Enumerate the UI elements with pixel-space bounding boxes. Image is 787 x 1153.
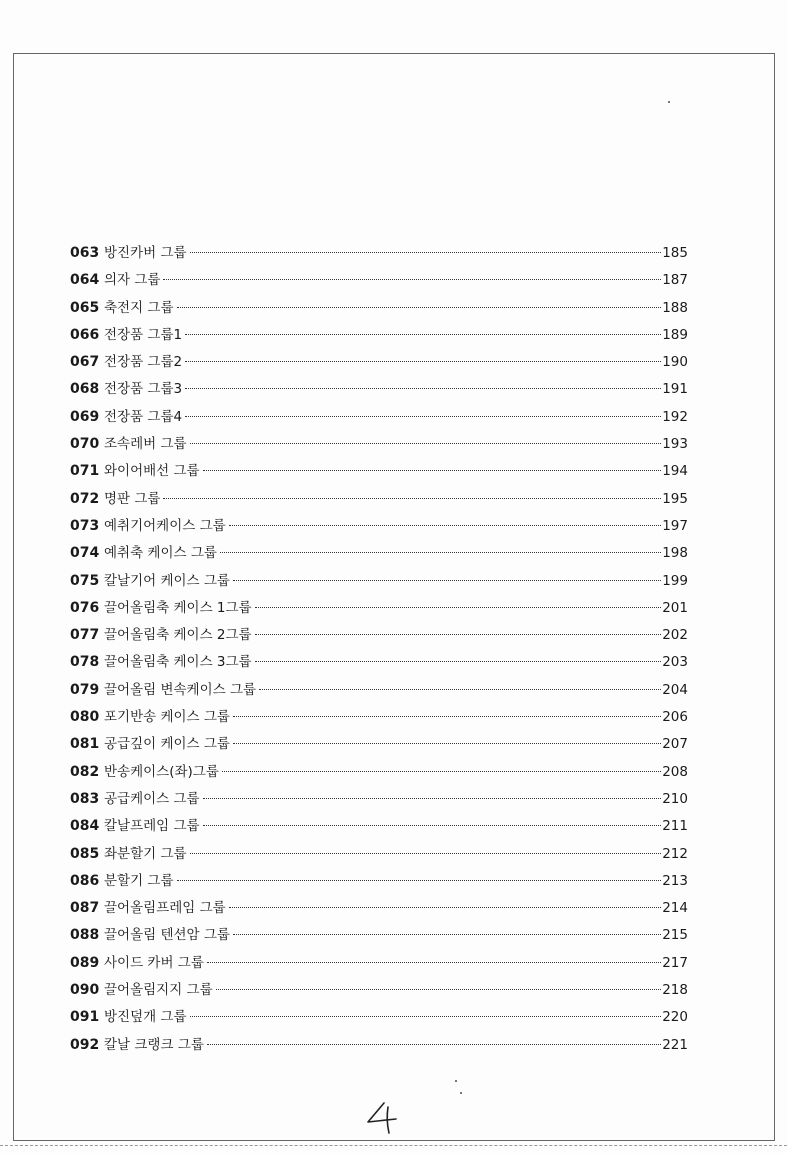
toc-entry-title: 축전지 그룹 <box>104 299 174 316</box>
toc-entry-title: 칼날프레임 그룹 <box>104 818 200 835</box>
toc-entry-page: 201 <box>662 599 688 616</box>
toc-entry <box>70 376 688 403</box>
toc-dot-leader <box>229 907 662 908</box>
toc-entry <box>70 622 688 649</box>
toc-entry <box>70 267 688 294</box>
toc-entry <box>70 731 688 758</box>
toc-entry-page: 197 <box>662 517 688 534</box>
toc-entry <box>70 486 688 513</box>
toc-dot-leader <box>203 798 662 799</box>
scan-speck <box>455 1080 457 1082</box>
toc-entry-page: 218 <box>662 982 688 999</box>
toc-dot-leader <box>163 279 661 280</box>
toc-dot-leader <box>185 416 661 417</box>
toc-entry-number: 079 <box>70 681 100 698</box>
toc-entry-page: 220 <box>662 1009 688 1026</box>
toc-entry-page: 189 <box>662 326 688 343</box>
toc-entry-number: 091 <box>70 1009 100 1026</box>
toc-dot-leader <box>177 880 662 881</box>
toc-entry-title: 전장품 그룹2 <box>104 354 183 371</box>
toc-entry-page: 199 <box>662 572 688 589</box>
toc-dot-leader <box>163 498 661 499</box>
toc-entry-title: 예취축 케이스 그룹 <box>104 545 217 562</box>
toc-entry-page: 195 <box>662 490 688 507</box>
toc-dot-leader <box>185 361 661 362</box>
toc-dot-leader <box>203 470 662 471</box>
toc-dot-leader <box>233 580 661 581</box>
toc-entry <box>70 841 688 868</box>
toc-entry <box>70 759 688 786</box>
toc-entry-number: 070 <box>70 436 100 453</box>
toc-dot-leader <box>207 1044 661 1045</box>
toc-entry-number: 069 <box>70 408 100 425</box>
scan-speck <box>668 101 670 103</box>
toc-entry-title: 끌어올림프레임 그룹 <box>104 900 226 917</box>
toc-entry <box>70 349 688 376</box>
toc-entry-page: 221 <box>662 1036 688 1053</box>
toc-entry-number: 081 <box>70 736 100 753</box>
toc-entry-number: 078 <box>70 654 100 671</box>
toc-entry-title: 공급깊이 케이스 그룹 <box>104 736 230 753</box>
toc-entry-page: 212 <box>662 845 688 862</box>
toc-entry-number: 084 <box>70 818 100 835</box>
toc-entry-page: 203 <box>662 654 688 671</box>
toc-entry-title: 조속레버 그룹 <box>104 436 187 453</box>
toc-entry-page: 198 <box>662 545 688 562</box>
toc-entry <box>70 513 688 540</box>
toc-entry-number: 076 <box>70 599 100 616</box>
toc-entry-title: 끌어올림 텐션암 그룹 <box>104 927 230 944</box>
toc-entry <box>70 431 688 458</box>
scan-speck <box>460 1092 462 1094</box>
toc-entry-title: 반송케이스(좌)그룹 <box>104 763 219 780</box>
toc-dot-leader <box>190 1016 662 1017</box>
toc-entry <box>70 786 688 813</box>
toc-dot-leader <box>229 525 662 526</box>
toc-entry-page: 190 <box>662 354 688 371</box>
toc-entry-title: 끌어올림축 케이스 3그룹 <box>104 654 252 671</box>
toc-dot-leader <box>233 716 661 717</box>
toc-entry <box>70 895 688 922</box>
toc-entry-page: 207 <box>662 736 688 753</box>
toc-entry-title: 방진덮개 그룹 <box>104 1009 187 1026</box>
scan-edge-line <box>0 1145 787 1146</box>
toc-entry-page: 187 <box>662 272 688 289</box>
toc-entry-number: 083 <box>70 790 100 807</box>
toc-entry <box>70 568 688 595</box>
toc-dot-leader <box>190 443 662 444</box>
toc-dot-leader <box>216 989 662 990</box>
toc-entry-number: 072 <box>70 490 100 507</box>
toc-dot-leader <box>190 853 662 854</box>
toc-entry-number: 063 <box>70 245 100 261</box>
toc-entry-number: 074 <box>70 545 100 562</box>
toc-entry-title: 전장품 그룹1 <box>104 326 183 343</box>
toc-entry-title: 포기반송 케이스 그룹 <box>104 709 230 726</box>
toc-entry-page: 214 <box>662 900 688 917</box>
toc-entry-number: 068 <box>70 381 100 398</box>
toc-entry <box>70 950 688 977</box>
toc-entry <box>70 704 688 731</box>
toc-entry-title: 끌어올림지지 그룹 <box>104 982 213 999</box>
toc-entry-title: 사이드 카버 그룹 <box>104 954 204 971</box>
toc-entry-number: 065 <box>70 299 100 316</box>
toc-dot-leader <box>203 825 662 826</box>
toc-dot-leader <box>233 743 661 744</box>
toc-entry-number: 090 <box>70 982 100 999</box>
toc-entry-page: 192 <box>662 408 688 425</box>
toc-dot-leader <box>255 607 662 608</box>
toc-dot-leader <box>222 771 661 772</box>
toc-entry-number: 064 <box>70 272 100 289</box>
toc-entry-number: 080 <box>70 709 100 726</box>
toc-entry-number: 088 <box>70 927 100 944</box>
toc-entry <box>70 1004 688 1031</box>
toc-entry-title: 예취기어케이스 그룹 <box>104 517 226 534</box>
toc-entry-page: 202 <box>662 627 688 644</box>
toc-entry-number: 067 <box>70 354 100 371</box>
toc-entry-page: 188 <box>662 299 688 316</box>
toc-entry <box>70 813 688 840</box>
toc-entry <box>70 677 688 704</box>
toc-dot-leader <box>177 307 662 308</box>
toc-dot-leader <box>190 252 662 253</box>
toc-entry-title: 의자 그룹 <box>104 272 161 289</box>
toc-entry-title: 칼날 크랭크 그룹 <box>104 1036 204 1053</box>
toc-entry-number: 071 <box>70 463 100 480</box>
toc-dot-leader <box>233 934 661 935</box>
toc-entry <box>70 295 688 322</box>
toc-entry-page: 194 <box>662 463 688 480</box>
toc-entry-number: 085 <box>70 845 100 862</box>
toc-entry <box>70 922 688 949</box>
toc-entry-number: 089 <box>70 954 100 971</box>
toc-entry-number: 082 <box>70 763 100 780</box>
toc-entry <box>70 322 688 349</box>
toc-dot-leader <box>220 552 661 553</box>
toc-dot-leader <box>259 689 661 690</box>
toc-entry-page: 204 <box>662 681 688 698</box>
toc-entry-title: 끌어올림축 케이스 2그룹 <box>104 627 252 644</box>
toc-entry-title: 와이어배선 그룹 <box>104 463 200 480</box>
toc-entry-number: 066 <box>70 326 100 343</box>
toc-entry-number: 073 <box>70 517 100 534</box>
toc-entry-page: 193 <box>662 436 688 453</box>
toc-entry-page: 215 <box>662 927 688 944</box>
toc-entry-page: 213 <box>662 872 688 889</box>
toc-entry <box>70 1032 688 1059</box>
toc-entry-title: 전장품 그룹4 <box>104 408 183 425</box>
toc-entry <box>70 649 688 676</box>
toc-entry <box>70 458 688 485</box>
toc-entry-page: 191 <box>662 381 688 398</box>
toc-entry-page: 208 <box>662 763 688 780</box>
toc-entry-page: 217 <box>662 954 688 971</box>
toc-entry-title: 끌어올림 변속케이스 그룹 <box>104 681 257 698</box>
toc-entry <box>70 977 688 1004</box>
handwritten-page-number <box>362 1100 402 1136</box>
toc-entry-page: 211 <box>662 818 688 835</box>
toc-entry <box>70 868 688 895</box>
toc-entry-title: 공급케이스 그룹 <box>104 790 200 807</box>
toc-entry-number: 077 <box>70 627 100 644</box>
toc-entry-page: 206 <box>662 709 688 726</box>
toc-entry <box>70 595 688 622</box>
toc-entry-title: 전장품 그룹3 <box>104 381 183 398</box>
toc-dot-leader <box>207 962 661 963</box>
toc-entry <box>70 540 688 567</box>
toc-entry-title: 끌어올림축 케이스 1그룹 <box>104 599 252 616</box>
toc-entry-title: 방진카버 그룹 <box>104 245 187 261</box>
toc-entry <box>70 240 688 267</box>
toc-entry-number: 087 <box>70 900 100 917</box>
toc-entry-title: 분할기 그룹 <box>104 872 174 889</box>
toc-entry-page: 185 <box>662 245 688 261</box>
toc-entry-title: 좌분할기 그룹 <box>104 845 187 862</box>
toc-entry <box>70 404 688 431</box>
toc-entry-page: 210 <box>662 790 688 807</box>
toc-entry-number: 086 <box>70 872 100 889</box>
toc-dot-leader <box>255 634 662 635</box>
toc-entry-title: 칼날기어 케이스 그룹 <box>104 572 230 589</box>
toc-entry-number: 092 <box>70 1036 100 1053</box>
toc-dot-leader <box>255 661 662 662</box>
toc-entry-title: 명판 그룹 <box>104 490 161 507</box>
toc-entry-number: 075 <box>70 572 100 589</box>
toc-dot-leader <box>185 388 661 389</box>
toc-dot-leader <box>185 334 661 335</box>
table-of-contents <box>70 240 688 1059</box>
